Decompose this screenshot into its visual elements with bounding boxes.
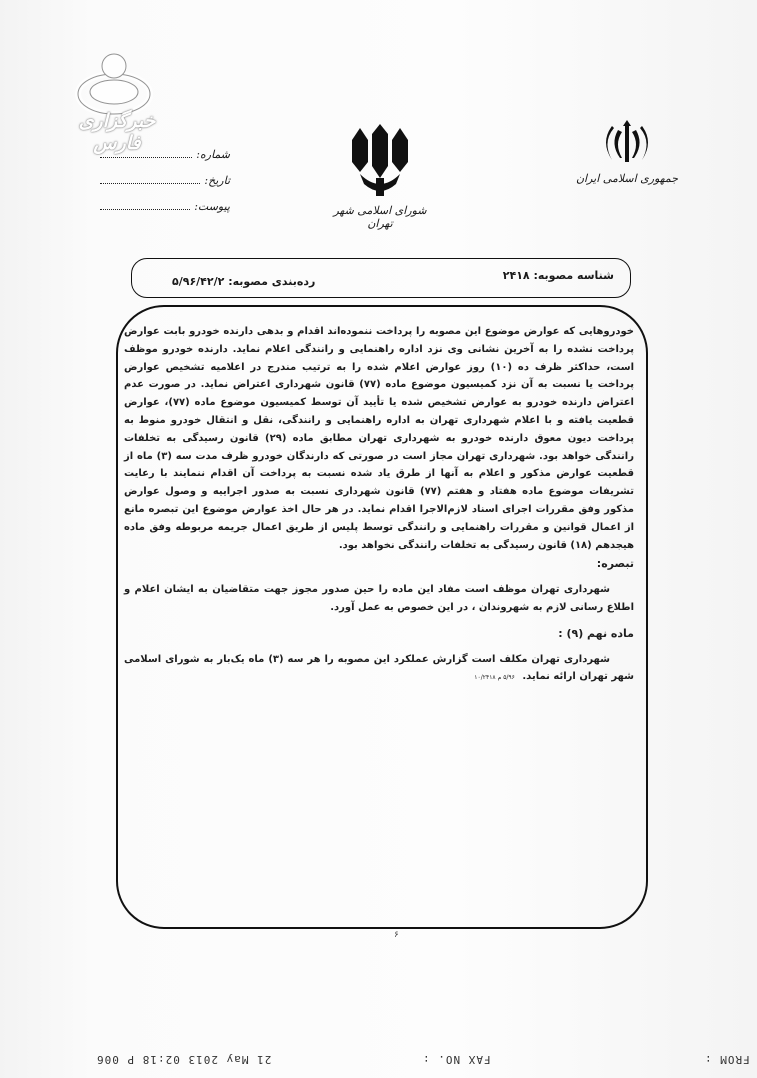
article-heading: ماده نهم (۹) : (558, 626, 634, 640)
resolution-info-box (131, 258, 631, 298)
fax-number: FAX NO. : (422, 1053, 491, 1066)
watermark-text: خبرگزاری فارس (78, 110, 156, 154)
resolution-category-value: ۵/۹۶/۴۲/۲ (172, 275, 225, 288)
meta-attachment-line (100, 209, 190, 210)
iran-emblem-icon (572, 118, 682, 172)
meta-number-label: شماره: (196, 148, 230, 161)
meta-number-line (100, 157, 192, 158)
council-emblem-icon (330, 122, 430, 202)
resolution-id-label: شناسه مصوبه: (533, 269, 614, 282)
meta-attachment-row (100, 187, 230, 213)
republic-name: جمهوری اسلامی ایران (575, 172, 679, 185)
article-text-line (124, 651, 634, 688)
meta-date-row (100, 161, 230, 187)
fax-from: FROM : (704, 1053, 750, 1066)
resolution-category-label: رده‌بندی مصوبه: (228, 275, 316, 288)
body-paragraph: خودروهایی که عوارض موضوع این مصوبه را پرداخت ننموده‌اند اقدام و بدهی دارنده خودرو بابت عوارض پرداخت نشده را به آخرین نشانی وی نزد اداره راهنمایی و رانندگی اعلام نماید. دارنده خودرو موظف است، حداکثر ظرف ده (۱۰) روز عوارض اعلام شده را به ترتیب مندرج در اعلامیه تشخیص عوارض پرداخت یا نسبت به آن نزد کمیسیون موضوع ماده (۷۷) قانون شهرداری اعتراض نماید. در صورت عدم اعتراض دارنده خودرو به عوارض تشخیص شده یا تأیید آن توسط کمیسیون موضوع ماده (۷۷)، عوارض قطعیت یافته و با اعلام شهرداری تهران به اداره راهنمایی و رانندگی، نقل و انتقال خودرو منوط به پرداخت دیون معوق دارنده خودرو به شهرداری تهران مطابق ماده (۲۹) قانون رسیدگی به تخلفات رانندگی خواهد بود. شهرداری تهران مجاز است در صورتی که دارندگان خودرو ظرف مدت سه (۳) ماه از قطعیت عوارض مذکور و اعلام به آنها از طرق یاد شده نسبت به پرداخت آن اقدام ننمایند با رعایت تشریفات موضوع ماده هفتاد و هفتم (۷۷) قانون شهرداری نسبت به صدور اجراییه و وصول عوارض مذکور وفق مقررات اجرای اسناد لازم‌الاجرا اقدام نماید. در هر حال اخذ عوارض موضوع این تبصره مانع از اعمال قوانین و مقررات راهنمایی و رانندگی توسط پلیس از طریق اعمال جریمه مربوطه وفق ماده هیجدهم (۱۸) قانون رسیدگی به تخلفات رانندگی نخواهد بود. (124, 326, 634, 551)
meta-attachment-label: پیوست: (194, 200, 230, 213)
meta-number-row (100, 135, 230, 161)
resolution-text (124, 323, 634, 687)
resolution-id (503, 269, 614, 282)
reference-code: ۵/۹۶ م ۱۰/۲۴۱۸ (474, 674, 515, 682)
iran-emblem (572, 118, 682, 198)
note-text: شهرداری تهران موظف است مفاد این ماده را حین صدور مجوز جهت متقاضیان به ایشان اعلام و اطلاع رسانی لازم به شهروندان ، در این خصوص به عمل آورد. (124, 584, 634, 613)
fax-date-line: 21 May 2013 02:18 P 006 (96, 1053, 272, 1066)
news-agency-watermark (52, 50, 182, 154)
note-heading: تبصره: (596, 557, 634, 571)
meta-date-line (100, 183, 200, 184)
resolution-category (172, 275, 315, 288)
council-name: شورای اسلامی شهر تهران (333, 204, 427, 230)
meta-date-label: تاریخ: (204, 174, 230, 187)
resolution-body-box (116, 305, 648, 929)
page-number: ۶ (394, 930, 399, 940)
article-text: شهرداری تهران مکلف است گزارش عملکرد این مصوبه را هر سه (۳) ماه یک‌بار به شورای اسلامی شهر تهران ارائه نماید. (124, 653, 634, 683)
resolution-id-value: ۲۴۱۸ (502, 269, 530, 282)
city-council-logo (330, 122, 430, 232)
letter-meta-fields (100, 135, 230, 213)
